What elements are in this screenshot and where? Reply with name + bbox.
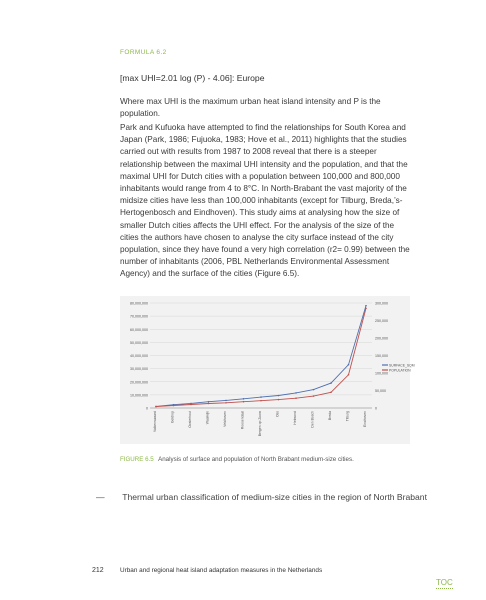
category-label: Eindhoven <box>363 411 367 428</box>
footer-title: Urban and regional heat island adaptation measures in the Netherlands <box>120 567 323 574</box>
data-point-0 <box>243 398 245 400</box>
legend-label: SURFACE_SQM <box>389 363 415 368</box>
left-tick-label: 20,000,000 <box>130 380 148 385</box>
category-label: Geldrop <box>170 411 175 424</box>
data-point-1 <box>313 395 315 397</box>
left-tick-label: 80,000,000 <box>130 301 148 306</box>
left-tick-label: 10,000,000 <box>130 393 148 398</box>
paragraph-definition: Where max UHI is the maximum urban heat island intensity and P is the population. <box>120 97 381 119</box>
data-point-0 <box>313 389 315 391</box>
data-point-0 <box>330 382 332 384</box>
category-label: Waalwijk <box>205 411 210 425</box>
figure-chart <box>120 296 415 444</box>
data-point-1 <box>155 406 157 408</box>
section-bullet-text: Thermal urban classification of medium-size cities in the region of North Brabant <box>122 492 427 502</box>
dash-icon: — <box>96 492 105 502</box>
category-label: Bergen op Zoom <box>258 411 262 437</box>
data-point-1 <box>225 402 227 404</box>
right-tick-label: 200,000 <box>375 336 388 341</box>
left-tick-label: 40,000,000 <box>130 354 148 358</box>
formula-label: FORMULA 6.2 <box>120 49 167 56</box>
toc-link[interactable]: TOC <box>436 578 453 587</box>
left-tick-label: 50,000,000 <box>130 340 148 345</box>
data-point-1 <box>190 404 192 406</box>
section-bullet <box>96 492 427 502</box>
right-tick-label: 0 <box>375 406 377 411</box>
category-label: Roosendaal <box>240 411 245 430</box>
figure-caption-label: FIGURE 6.5 <box>120 456 154 463</box>
data-point-0 <box>225 400 227 402</box>
data-point-0 <box>208 401 210 403</box>
page-number: 212 <box>92 567 104 574</box>
data-point-1 <box>243 401 245 403</box>
data-point-1 <box>330 391 332 393</box>
data-point-1 <box>348 374 350 376</box>
data-point-0 <box>365 305 367 307</box>
data-point-1 <box>295 397 297 399</box>
left-tick-label: 60,000,000 <box>130 327 148 332</box>
left-tick-label: 0 <box>146 406 148 411</box>
data-point-1 <box>365 307 367 309</box>
category-label: Breda <box>328 411 332 421</box>
category-label: Tilburg <box>345 411 350 422</box>
series-line-0 <box>156 306 366 407</box>
data-point-0 <box>348 364 350 366</box>
data-point-1 <box>278 399 280 401</box>
category-label: Veldhoven <box>223 411 227 427</box>
right-tick-label: 100,000 <box>375 371 388 376</box>
figure-caption <box>120 456 354 463</box>
formula-text: [max UHI=2.01 log (P) - 4.06]: Europe <box>120 73 265 83</box>
series-line-1 <box>156 308 366 406</box>
data-point-1 <box>208 403 210 405</box>
category-label: Helmond <box>293 411 297 425</box>
data-point-1 <box>173 405 175 407</box>
paragraph-analysis: Park and Kufuoka have attempted to find the relationships for South Korea and Japan (Park, 1986; Fujuoka, 1983; Hove et al., 2011) highlights that the studies carried out with results from 1987 to 2008 reveal that there is a steeper relationship between the maximal UHI intensity and the population, and that the maximal UHI for Dutch cities with a population between 100,000 and 800,000 inhabitants would range from 4 to 8°C. In North-Brabant the vast majority of the midsize cities have less than 100,000 inhabitants (except for Tilburg, Breda,’s-Hertogenbosch and Eindhoven). This study aims at analysing how the size of smaller Dutch cities affects the UHI effect. For the analysis of the size of the cities the authors have chosen to analyse the city surface instead of the city population, since they have found a very high correlation (r2= 0.99) between the number of inhabitants (2006, PBL Netherlands Environmental Assessment Agency) and the surface of the cities (Figure 6.5). <box>120 123 410 279</box>
right-tick-label: 50,000 <box>375 389 386 393</box>
right-tick-label: 250,000 <box>375 319 388 323</box>
category-label: Valkenswaard <box>153 411 157 433</box>
data-point-0 <box>260 396 262 398</box>
right-tick-label: 150,000 <box>375 354 388 358</box>
left-tick-label: 30,000,000 <box>130 367 148 372</box>
data-point-0 <box>295 392 297 394</box>
data-point-1 <box>260 400 262 402</box>
category-label: Den Bosch <box>310 411 315 428</box>
right-tick-label: 300,000 <box>375 301 388 306</box>
left-tick-label: 70,000,000 <box>130 314 148 319</box>
chart-svg <box>120 296 415 444</box>
category-label: Oss <box>275 411 280 418</box>
legend-label: POPULATION <box>389 368 411 373</box>
data-point-0 <box>278 395 280 397</box>
category-label: Oosterhout <box>188 411 192 428</box>
figure-caption-text: Analysis of surface and population of North Brabant medium-size cities. <box>158 456 354 463</box>
